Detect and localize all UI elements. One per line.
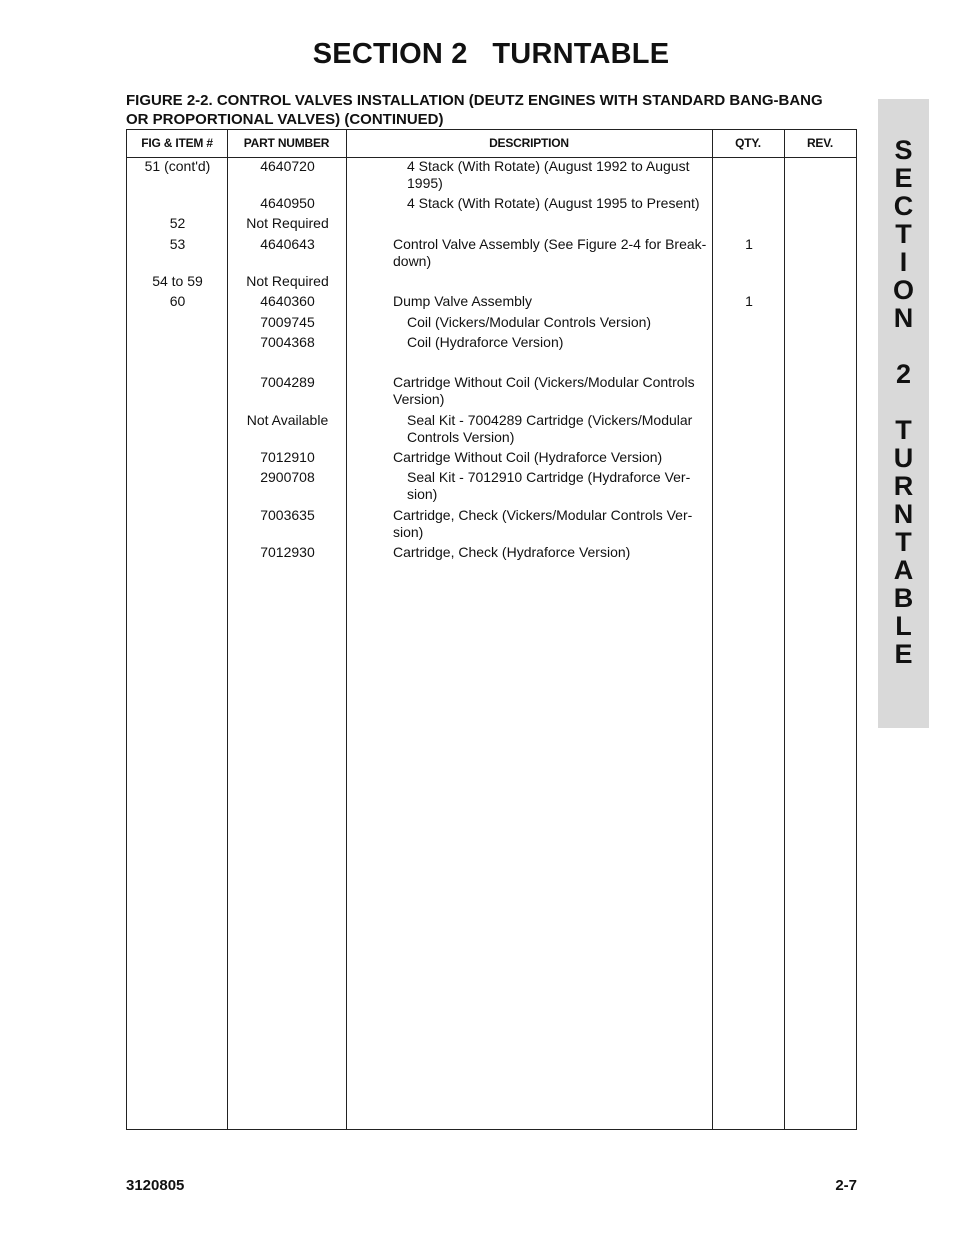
header-qty: QTY. [735,136,761,150]
row-part-number: 7004368 [260,334,315,350]
row-description: Coil (Hydraforce Version) [407,334,564,350]
side-tab-letter: L [895,611,912,641]
section-title: SECTION 2 TURNTABLE [312,38,670,70]
row-description: 4 Stack (With Rotate) (August 1995 to Present) [407,195,700,211]
row-part-number: 7012910 [260,449,315,465]
side-tab-letter: T [895,219,912,249]
row-part-number: Not Required [246,215,329,231]
side-tab-letter: A [893,555,914,585]
row-description: Dump Valve Assembly [393,293,533,309]
side-tab-letter: 2 [895,359,912,389]
row-qty: 1 [745,236,753,252]
side-tab-letter: I [899,247,908,277]
side-tab-letter: T [895,527,912,557]
column-divider [712,130,713,1129]
side-tab-letter: N [893,303,914,333]
page-number: 2-7 [835,1177,857,1194]
row-description: Seal Kit - 7004289 Cartridge (Vickers/Modular Controls Version) [407,412,693,445]
row-fig-item: 54 to 59 [152,273,203,289]
row-description: Cartridge Without Coil (Vickers/Modular Controls Version) [393,374,695,407]
row-part-number: 7009745 [260,314,315,330]
document-number: 3120805 [126,1177,185,1194]
row-fig-item: 60 [169,293,186,309]
row-qty: 1 [745,293,753,309]
row-description: Seal Kit - 7012910 Cartridge (Hydraforce Ver-sion) [407,469,691,502]
row-description: Cartridge, Check (Hydraforce Version) [393,544,631,560]
row-description: Cartridge, Check (Vickers/Modular Controls Ver-sion) [393,507,693,540]
row-description: Control Valve Assembly (See Figure 2-4 for Break-down) [393,236,707,269]
side-tab-letter: E [894,163,913,193]
parts-table [126,129,857,1130]
row-fig-item: 52 [169,215,186,231]
row-part-number: 4640643 [260,236,315,252]
row-part-number: 4640720 [260,158,315,174]
row-description: 4 Stack (With Rotate) (August 1992 to August 1995) [407,158,690,191]
row-part-number: 7003635 [260,507,315,523]
row-part-number: Not Available [246,412,329,428]
side-tab-letter: T [895,415,912,445]
side-tab-letter: U [893,443,914,473]
row-part-number: 4640950 [260,195,315,211]
row-part-number: 7012930 [260,544,315,560]
side-tab-letter: O [892,275,914,305]
row-part-number: 7004289 [260,374,315,390]
section-side-tab [878,99,929,728]
side-tab-letter: N [893,499,914,529]
figure-title: FIGURE 2-2. CONTROL VALVES INSTALLATION (DEUTZ ENGINES WITH STANDARD BANG-BANG OR PROPORTIONAL VALVES) (CONTINUED) [126,92,823,128]
row-description: Coil (Vickers/Modular Controls Version) [407,314,652,330]
row-fig-item: 53 [169,236,186,252]
header-fig-item: FIG & ITEM # [141,136,213,150]
side-tab-letter: R [893,471,914,501]
header-part-number: PART NUMBER [243,136,330,150]
side-tab-letter: B [893,583,914,613]
row-part-number: 4640360 [260,293,315,309]
header-description: DESCRIPTION [489,136,569,150]
row-part-number: 2900708 [260,469,315,485]
row-part-number: Not Required [246,273,329,289]
column-divider [784,130,785,1129]
side-tab-letter: C [893,191,914,221]
side-tab-letter: E [894,639,913,669]
row-fig-item: 51 (cont'd) [144,158,211,174]
header-rev: REV. [806,136,834,150]
side-tab-letter: S [894,135,913,165]
row-description: Cartridge Without Coil (Hydraforce Version) [393,449,663,465]
